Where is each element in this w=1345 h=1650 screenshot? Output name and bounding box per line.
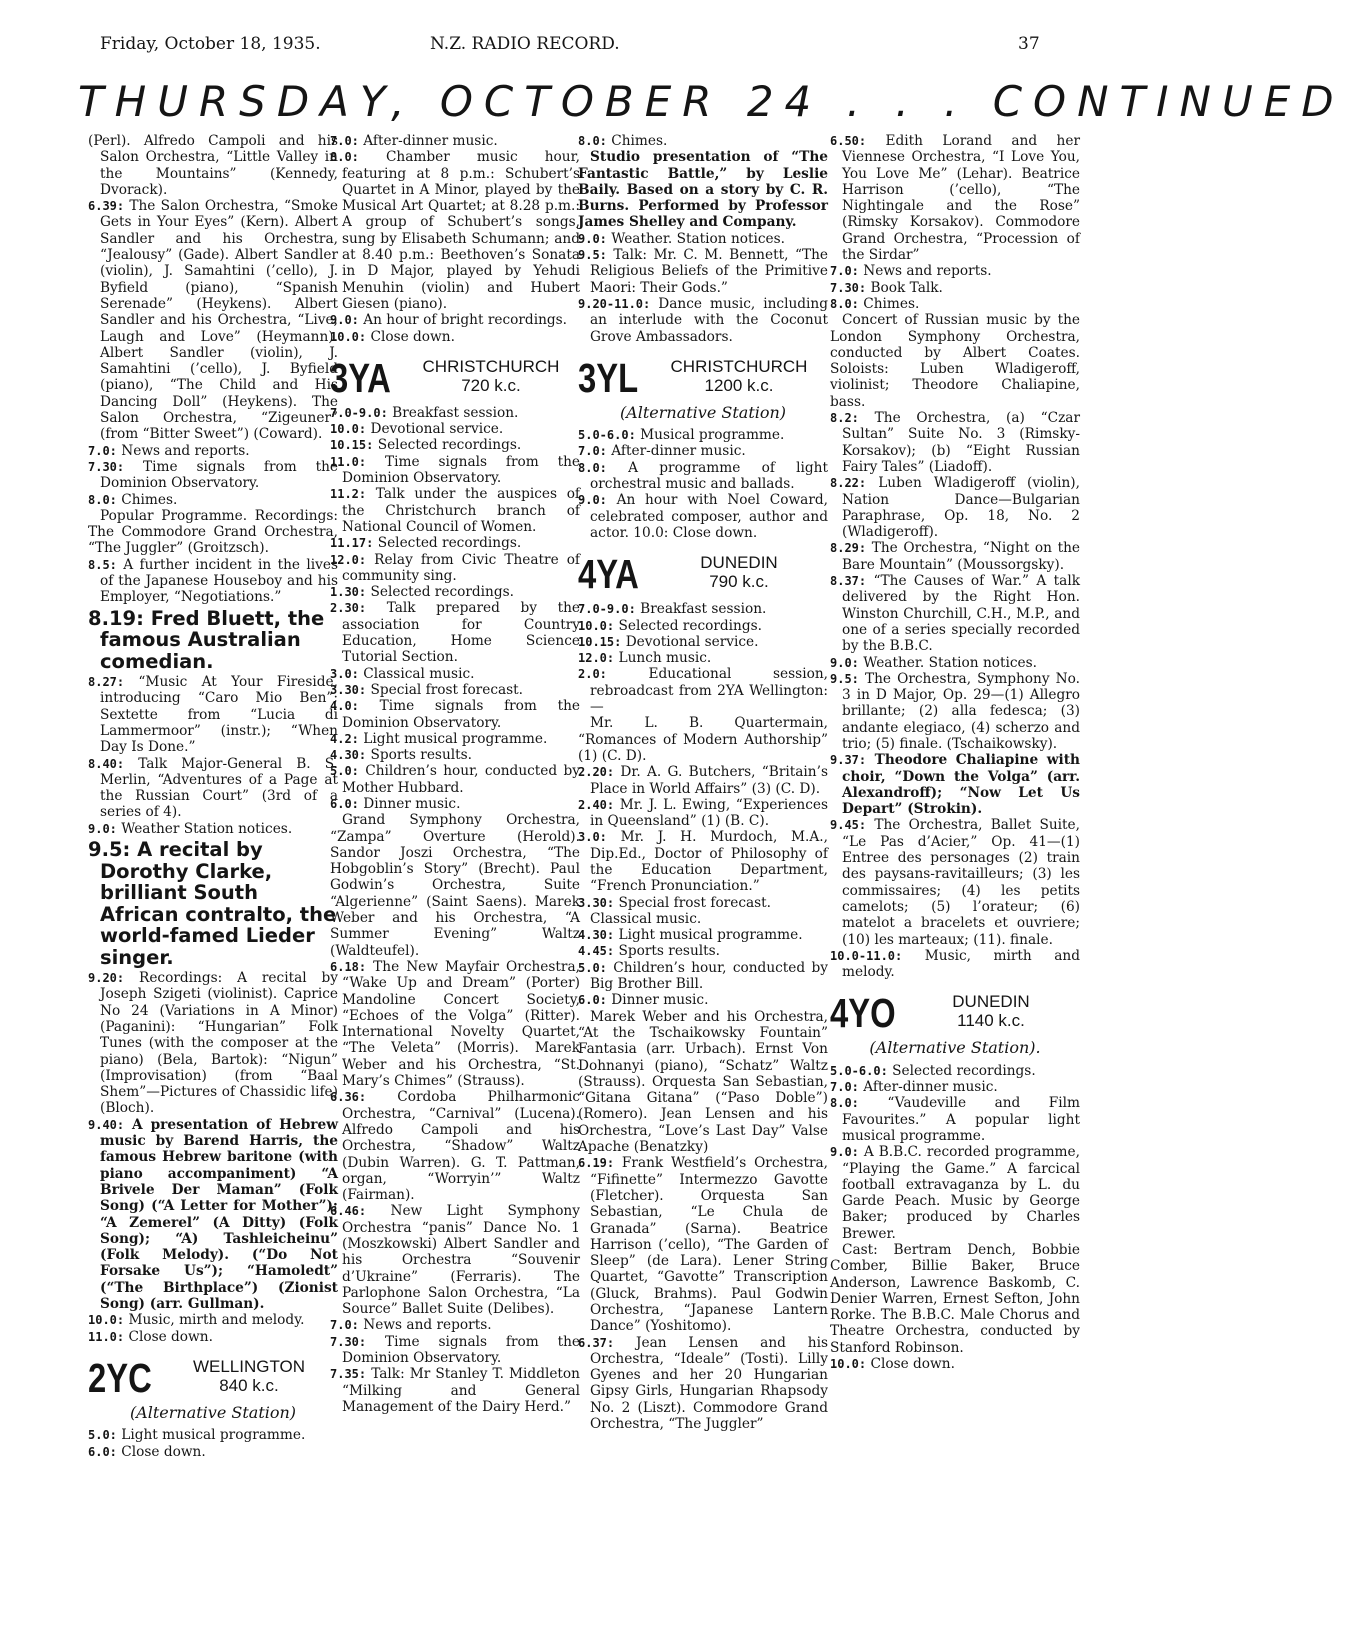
station-callsign: 3YL [578, 354, 639, 401]
programme-item: 3.30: Special frost forecast. [330, 681, 524, 698]
programme-item: 11.0: Time signals from the Dominion Observatory. [330, 453, 580, 487]
time-stamp: 6.37: [578, 1335, 615, 1350]
programme-item: Grand Symphony Orchestra, “Zampa” Overture (Herold). Sandor Joszi Orchestra, “The Hobgoblin’s Story” (Brecht). Paul Godwin’s Orchestra, Suite “Algerienne” (Saint Saens). Marek Weber and his Orchestra, “A Summer Evening” Waltz (Waldteufel). [330, 812, 580, 959]
programme-item: 6.18: The New Mayfair Orchestra, “Wake Up and Dream” (Porter) Mandoline Concert Society, “Echoes of the Volga” (Ritter). International Novelty Quartet, “The Veleta” (Morris). Marek Weber and his Orchestra, “St. Mary’s Chimes” (Strauss). [330, 958, 580, 1090]
time-stamp: 7.0-9.0: [330, 405, 388, 420]
programme-item: 7.0: After-dinner music. [578, 443, 746, 460]
programme-item: 8.5: A further incident in the lives of the Japanese Houseboy and his Employer, “Negotiations.” [88, 556, 338, 606]
programme-item: 9.0: A B.B.C. recorded programme, “Playing the Game.” A farcical football extravaganza by L. du Garde Peach. Music by George Baker; produced by Charles Brewer. [830, 1144, 1080, 1242]
time-stamp: 7.0: [330, 1318, 359, 1333]
time-stamp: 11.0: [88, 1329, 125, 1344]
time-stamp: 9.0: [330, 313, 359, 328]
time-stamp: 8.27: [88, 675, 125, 690]
time-stamp: 9.37: [830, 753, 867, 768]
station-frequency: 1200 k.c. [704, 375, 774, 395]
programme-item: 9.37: Theodore Chaliapine with choir, “Down the Volga” (arr. Alexandroff); “Now Let Us Depart” (Strokin). [830, 752, 1080, 818]
time-stamp: 8.0: [578, 134, 607, 148]
programme-item: 3.0: Mr. J. H. Murdoch, M.A., Dip.Ed., Doctor of Philosophy of the Education Department, “French Pronunciation.” [578, 829, 828, 895]
station-heading-3ya [330, 354, 580, 401]
programme-item: Classical music. [590, 910, 702, 927]
time-stamp: 7.0: [330, 134, 359, 148]
time-stamp: 8.37: [830, 574, 867, 589]
station-callsign: 2YC [88, 1354, 152, 1401]
time-stamp: 8.0: [830, 1096, 859, 1111]
time-stamp: 9.0: [578, 231, 607, 246]
programme-item: Mr. L. B. Quartermain, “Romances of Modern Authorship” (1) (C. D). [578, 715, 828, 764]
programme-item: 2.0: Educational session, rebroadcast from 2YA Wellington:— [578, 666, 828, 716]
time-stamp: 2.0: [578, 667, 607, 682]
programme-item: 6.0: Dinner music. [330, 795, 461, 812]
programme-item: 10.0-11.0: Music, mirth and melody. [830, 947, 1080, 981]
programme-item: 4.2: Light musical programme. [330, 730, 548, 747]
time-stamp: 9.20: [88, 971, 125, 986]
station-city-freq [650, 553, 828, 591]
time-stamp: 6.39: [88, 199, 125, 214]
station-frequency: 720 k.c. [461, 375, 521, 395]
programme-item: 1.30: Selected recordings. [330, 584, 514, 601]
station-heading-2yc [88, 1354, 338, 1401]
station-city: CHRISTCHURCH [670, 356, 808, 376]
station-frequency: 790 k.c. [709, 572, 769, 592]
time-stamp: 7.30: [330, 1334, 367, 1349]
time-stamp: 8.0: [330, 150, 359, 165]
programme-item: 7.30: Time signals from the Dominion Observatory. [330, 1333, 580, 1367]
time-stamp: 8.5: [88, 557, 117, 572]
time-stamp: 11.2: [330, 487, 367, 502]
programme-item: 4.30: Sports results. [330, 747, 473, 764]
programme-item: 11.17: Selected recordings. [330, 535, 522, 552]
programme-item: 5.0: Light musical programme. [88, 1427, 306, 1444]
time-stamp: 11.17: [330, 536, 374, 551]
programme-item: 9.0: Weather. Station notices. [578, 230, 786, 247]
time-stamp: 8.29: [830, 541, 867, 556]
programme-item: 7.0-9.0: Breakfast session. [330, 404, 519, 421]
programme-item: 9.0: An hour with Noel Coward, celebrated composer, author and actor. 10.0: Close down. [578, 492, 828, 541]
programme-item: 10.0: Selected recordings. [578, 617, 762, 634]
programme-item: 8.0: Chimes. [578, 133, 668, 149]
time-stamp: 9.5: [830, 671, 859, 686]
time-stamp: 4.45: [578, 944, 615, 959]
programme-item: 7.0: News and reports. [330, 1317, 492, 1334]
programme-item: 8.37: “The Causes of War.” A talk delivered by the Right Hon. Winston Churchill, C.H., M.P., and one of a series specially recorded by the B.B.C. [830, 573, 1080, 655]
time-stamp: 6.0: [88, 1444, 117, 1459]
time-stamp: 6.46: [330, 1204, 367, 1219]
time-stamp: 10.15: [330, 438, 374, 453]
time-stamp: 9.0: [830, 1145, 859, 1160]
programme-item: 5.0-6.0: Musical programme. [578, 427, 785, 444]
programme-item: 11.2: Talk under the auspices of the Christchurch branch of National Council of Women. [330, 486, 580, 535]
programme-item: 2.40: Mr. J. L. Ewing, “Experiences in Queensland” (1) (B. C). [578, 796, 828, 830]
programme-item: 9.0: Weather. Station notices. [830, 654, 1038, 671]
station-city: DUNEDIN [700, 553, 778, 573]
time-stamp: 8.22: [830, 476, 867, 491]
page-number: 37 [1018, 34, 1040, 54]
issue-date: Friday, October 18, 1935. [100, 34, 321, 54]
time-stamp: 4.0: [330, 699, 359, 714]
time-stamp: 6.0: [330, 796, 359, 811]
time-stamp: 12.0: [578, 651, 615, 666]
publication-name: N.Z. RADIO RECORD. [430, 34, 620, 54]
time-stamp: 6.18: [330, 959, 367, 974]
programme-item: 6.19: Frank Westfield’s Orchestra, “Fifinette” Intermezzo Gavotte (Fletcher). Orquesta San Sebastian, “Le Chula de Granada” (Sarna). Beatrice Harrison (’cello), “The Garden of Sleep” (de Lara). Lener String Quartet, “Gavotte” Transcription (Gluck, Brahms). Paul Godwin Orchestra, “Japanese Lantern Dance” (Yoshitomo). [578, 1155, 828, 1335]
programme-item: 8.40: Talk Major-General B. S. Merlin, “Adventures of a Page at the Russian Court” (3rd of a series of 4). [88, 755, 338, 821]
time-stamp: 7.0: [830, 1080, 859, 1095]
programme-item: 6.37: Jean Lensen and his Orchestra, “Ideale” (Tosti). Lilly Gyenes and her 20 Hungarian Gipsy Girls, Hungarian Rhapsody No. 2 (Liszt). Commodore Grand Orchestra, “The Juggler” [578, 1334, 828, 1433]
time-stamp: 1.30: [330, 585, 367, 600]
column-2 [330, 133, 580, 1415]
programme-item: 4.45: Sports results. [578, 943, 721, 960]
time-stamp: 10.0: [330, 329, 367, 344]
time-stamp: 5.0: [330, 764, 359, 779]
time-stamp: 5.0: [578, 960, 607, 975]
column-4 [830, 133, 1080, 1372]
highlight-heading: 8.19: Fred Bluett, the famous Australian comedian. [88, 606, 325, 673]
time-stamp: 10.0: [330, 422, 367, 437]
programme-item: 10.0: Music, mirth and melody. [88, 1312, 305, 1329]
programme-item: 9.0: Weather Station notices. [88, 820, 293, 837]
day-banner: THURSDAY, OCTOBER 24 . . . CONTINUED [78, 77, 1345, 126]
programme-item: 9.45: The Orchestra, Ballet Suite, “Le Pas d’Acier,” Op. 41—(1) Entree des personages (2) train des paysans-ravitailleurs; (3) les commissaires; (4) les petits camelots; (5) l’orateur; (6) matelot a bracelets et ouvriere; (10) les marteaux; (11). finale. [830, 817, 1080, 948]
time-stamp: 8.2: [830, 411, 859, 426]
programme-item: 2.30: Talk prepared by the association for Country Education, Home Science Tutorial Section. [330, 600, 580, 666]
column-3 [578, 133, 828, 1432]
programme-item: 3.30: Special frost forecast. [578, 894, 772, 911]
time-stamp: 9.0: [88, 821, 117, 836]
time-stamp: 2.20: [578, 765, 615, 780]
time-stamp: 10.0-11.0: [830, 948, 903, 963]
programme-item: 10.15: Selected recordings. [330, 437, 522, 454]
station-city-freq [160, 1357, 338, 1395]
programme-item: 10.15: Devotional service. [578, 633, 759, 650]
time-stamp: 7.30: [830, 280, 867, 295]
programme-item: 10.0: Devotional service. [330, 421, 504, 438]
page-header [100, 34, 1050, 60]
programme-item: Studio presentation of “The Fantastic Battle,” by Leslie Baily. Based on a story by C. R. Burns. Performed by Professor James Shelley and Company. [578, 149, 828, 231]
programme-item: 8.27: “Music At Your Fireside, introducing “Caro Mio Ben”; Sextette from “Lucia di Lammermoor” (instr.); “When Day Is Done.” [88, 674, 338, 756]
time-stamp: 6.19: [578, 1156, 615, 1171]
station-frequency: 1140 k.c. [957, 1011, 1025, 1031]
station-frequency: 840 k.c. [219, 1375, 279, 1395]
time-stamp: 10.0: [578, 618, 615, 633]
station-city-freq [902, 992, 1080, 1030]
programme-item: 7.0: News and reports. [88, 442, 250, 459]
time-stamp: 7.0-9.0: [578, 602, 636, 617]
programme-item: 8.2: The Orchestra, (a) “Czar Sultan” Suite No. 3 (Rimsky-Korsakov); (b) “Eight Russian Fairy Tales” (Liadoff). [830, 410, 1080, 475]
station-city-freq [402, 357, 580, 395]
programme-item: 4.0: Time signals from the Dominion Observatory. [330, 698, 580, 731]
time-stamp: 3.30: [330, 682, 367, 697]
station-heading-4yo [830, 990, 1080, 1037]
station-city-freq [650, 357, 828, 395]
programme-item: 7.35: Talk: Mr Stanley T. Middleton “Milking and General Management of the Dairy Herd.” [330, 1366, 580, 1415]
time-stamp: 8.40: [88, 756, 125, 771]
programme-item: Cast: Bertram Dench, Bobbie Comber, Billie Baker, Bruce Anderson, Lawrence Baskomb, C. Denier Warren, Ernest Sefton, John Rorke. The B.B.C. Male Chorus and Theatre Orchestra, conducted by Stanford Robinson. [830, 1242, 1080, 1356]
programme-item: 7.30: Book Talk. [830, 279, 943, 296]
programme-item: Concert of Russian music by the London Symphony Orchestra, conducted by Albert Coates. Soloists: Luben Wladigeroff, violinist; Theodore Chaliapine, bass. [830, 312, 1080, 410]
programme-item: 8.29: The Orchestra, “Night on the Bare Mountain” (Moussorgsky). [830, 540, 1080, 573]
time-stamp: 6.50: [830, 134, 867, 148]
programme-item: 6.50: Edith Lorand and her Viennese Orchestra, “I Love You, You Love Me” (Lehar). Beatrice Harrison (’cello), “The Nightingale and the Rose” (Rimsky Korsakov). Commodore Grand Orchestra, “Procession of the Sirdar” [830, 133, 1080, 264]
time-stamp: 2.30: [330, 601, 367, 616]
time-stamp: 8.0: [578, 460, 607, 475]
programme-item: 10.0: Close down. [830, 1356, 955, 1373]
column-1 [88, 133, 338, 1460]
time-stamp: 4.2: [330, 731, 359, 746]
programme-item: 4.30: Light musical programme. [578, 927, 803, 944]
time-stamp: 4.30: [330, 748, 367, 763]
time-stamp: 3.0: [578, 830, 607, 845]
station-alt-label: (Alternative Station). [869, 1038, 1041, 1058]
programme-item: Marek Weber and his Orchestra, “At the Tschaikowsky Fountain” Fantasia (arr. Urbach). Ernst Von Dohnanyi (piano), “Schatz” Waltz (Strauss). Orquesta San Sebastian, “Gitana Gitana” (“Paso Doble”) (Romero). Jean Lensen and his Orchestra, “Love’s Last Day” Valse Apache (Benatzky) [578, 1008, 828, 1156]
time-stamp: 9.0: [578, 493, 607, 508]
programme-item: 9.5: The Orchestra, Symphony No. 3 in D Major, Op. 29—(1) Allegro brillante; (2) alla fedesca; (3) andante elegiaco, (4) scherzo and trio; (5) finale. (Tschaikowsky). [830, 670, 1080, 752]
programme-item: 9.40: A presentation of Hebrew music by Barend Harris, the famous Hebrew baritone (with piano accompaniment) “A Brivele Der Maman” (Folk Song) (“A Letter for Mother”); “A Zemerel” (A Ditty) (Folk Song); “A) Tashleicheinu” (Folk Melody). (“Do Not Forsake Us”); “Hamoledt” (“The Birthplace”) (Zionist Song) (arr. Gullman). [88, 1116, 338, 1313]
time-stamp: 5.0-6.0: [830, 1063, 888, 1078]
programme-item: 9.5: Talk: Mr. C. M. Bennett, “The Religious Beliefs of the Primitive Maori: Their Gods.” [578, 247, 828, 296]
time-stamp: 8.0: [830, 296, 859, 311]
time-stamp: 11.0: [330, 454, 367, 469]
time-stamp: 4.30: [578, 928, 615, 943]
time-stamp: 9.5: [578, 248, 607, 263]
time-stamp: 7.30: [88, 459, 125, 474]
programme-item: 6.36: Cordoba Philharmonic Orchestra, “Carnival” (Lucena). Alfredo Campoli and his Orchestra, “Shadow” Waltz (Dubin Warren). G. T. Pattman, organ, “Worryin’” Waltz (Fairman). [330, 1089, 580, 1204]
programme-item: 6.39: The Salon Orchestra, “Smoke Gets in Your Eyes” (Kern). Albert Sandler and his Orchestra, “Jealousy” (Gade). Albert Sandler (violin), J. Samahtini (’cello), J. Byfield (piano), “Spanish Serenade” (Heykens). Albert Sandler and his Orchestra, “Live, Laugh and Love” (Heymann). Albert Sandler (violin), J. Samahtini (’cello), J. Byfield (piano), “The Child and His Dancing Doll” (Heykens). The Salon Orchestra, “Zigeuner” (from “Bitter Sweet”) (Coward). [88, 198, 338, 443]
station-callsign: 3YA [330, 354, 391, 401]
programme-item: (Perl). Alfredo Campoli and his Salon Orchestra, “Little Valley in the Mountains” (Kennedy, Dvorack). [88, 133, 338, 198]
programme-item: 11.0: Close down. [88, 1328, 213, 1345]
time-stamp: 12.0: [330, 552, 367, 567]
programme-item: 7.0: After-dinner music. [330, 133, 498, 149]
programme-item: 6.0: Dinner music. [578, 992, 709, 1009]
station-city: DUNEDIN [952, 992, 1030, 1012]
station-callsign: 4YA [578, 551, 639, 598]
programme-item: 6.46: New Light Symphony Orchestra “panis” Dance No. 1 (Moszkowski) Albert Sandler and his Orchestra “Souvenir d’Ukraine” (Ferraris). The Parlophone Salon Orchestra, “La Source” Ballet Suite (Delibes). [330, 1203, 580, 1318]
station-heading-3yl [578, 354, 828, 401]
programme-item: 2.20: Dr. A. G. Butchers, “Britain’s Place in World Affairs” (3) (C. D). [578, 764, 828, 797]
station-alt-label: (Alternative Station) [619, 402, 787, 422]
time-stamp: 6.36: [330, 1090, 367, 1105]
programme-item: 7.0-9.0: Breakfast session. [578, 601, 767, 618]
programme-item: 6.0: Close down. [88, 1443, 206, 1460]
time-stamp: 6.0: [578, 993, 607, 1008]
time-stamp: 5.0: [88, 1428, 117, 1443]
programme-item: 10.0: Close down. [330, 328, 455, 345]
time-stamp: 10.0: [88, 1313, 125, 1328]
time-stamp: 9.45: [830, 818, 867, 833]
programme-item: 12.0: Relay from Civic Theatre of community sing. [330, 551, 580, 584]
programme-item: 9.0: An hour of bright recordings. [330, 312, 568, 329]
time-stamp: 7.0: [830, 264, 859, 279]
programme-item: 7.0: After-dinner music. [830, 1079, 998, 1096]
programme-item: 8.0: Chimes. [830, 295, 920, 312]
time-stamp: 5.0-6.0: [578, 428, 636, 443]
programme-item: 9.20-11.0: Dance music, including an interlude with the Coconut Grove Ambassadors. [578, 295, 828, 345]
time-stamp: 8.0: [88, 492, 117, 507]
programme-item: 5.0: Children’s hour, conducted by Big Brother Bill. [578, 959, 828, 993]
programme-item: 7.0: News and reports. [830, 263, 992, 280]
time-stamp: 7.0: [578, 444, 607, 459]
time-stamp: 3.30: [578, 895, 615, 910]
programme-item: 5.0: Children’s hour, conducted by Mother Hubbard. [330, 763, 580, 796]
time-stamp: 9.40: [88, 1117, 125, 1132]
programme-item: 8.0: A programme of light orchestral music and ballads. [578, 459, 828, 493]
programme-item: 8.0: Chimes. [88, 491, 178, 508]
programme-item: Popular Programme. Recordings: The Commodore Grand Orchestra, “The Juggler” (Groitzsch). [88, 507, 338, 557]
time-stamp: 3.0: [330, 666, 359, 681]
programme-item: 9.20: Recordings: A recital by Joseph Szigeti (violinist). Caprice No 24 (Variations in A Minor) (Paganini): “Hungarian” Folk Tunes (with the composer at the piano) (Bela, Bartok): “Nigun” (Improvisation) (from “Baal Shem”—Pictures of Chassidic life) (Bloch). [88, 970, 338, 1117]
time-stamp: 10.0: [830, 1357, 867, 1372]
highlight-heading: 9.5: A recital by Dorothy Clarke, brilliant South African contralto, the world-famed Lieder singer. [88, 838, 337, 969]
programme-item: 8.0: Chamber music hour, featuring at 8 p.m.: Schubert’s Quartet in A Minor, played by the Musical Art Quartet; at 8.28 p.m.: A group of Schubert’s songs, sung by Elisabeth Schumann; and at 8.40 p.m.: Beethoven’s Sonata in D Major, played by Yehudi Menuhin (violin) and Hubert Giesen (piano). [330, 149, 580, 312]
time-stamp: 9.20-11.0: [578, 296, 651, 311]
programme-item: 3.0: Classical music. [330, 665, 475, 682]
station-heading-4ya [578, 551, 828, 598]
time-stamp: 9.0: [830, 655, 859, 670]
programme-item: 7.30: Time signals from the Dominion Observatory. [88, 458, 338, 492]
station-city: CHRISTCHURCH [422, 356, 560, 376]
station-alt-label: (Alternative Station) [129, 1402, 297, 1422]
time-stamp: 7.35: [330, 1367, 367, 1382]
station-callsign: 4YO [830, 990, 896, 1037]
time-stamp: 10.15: [578, 634, 622, 649]
programme-item: 8.22: Luben Wladigeroff (violin), Nation Dance—Bulgarian Paraphrase, Op. 18, No. 2 (Wladigeroff). [830, 475, 1080, 541]
time-stamp: 7.0: [88, 443, 117, 458]
time-stamp: 2.40: [578, 797, 615, 812]
programme-item: 12.0: Lunch music. [578, 650, 712, 667]
programme-item: 8.0: “Vaudeville and Film Favourites.” A popular light musical programme. [830, 1095, 1080, 1144]
station-city: WELLINGTON [192, 1356, 306, 1376]
programme-item: 5.0-6.0: Selected recordings. [830, 1062, 1036, 1079]
